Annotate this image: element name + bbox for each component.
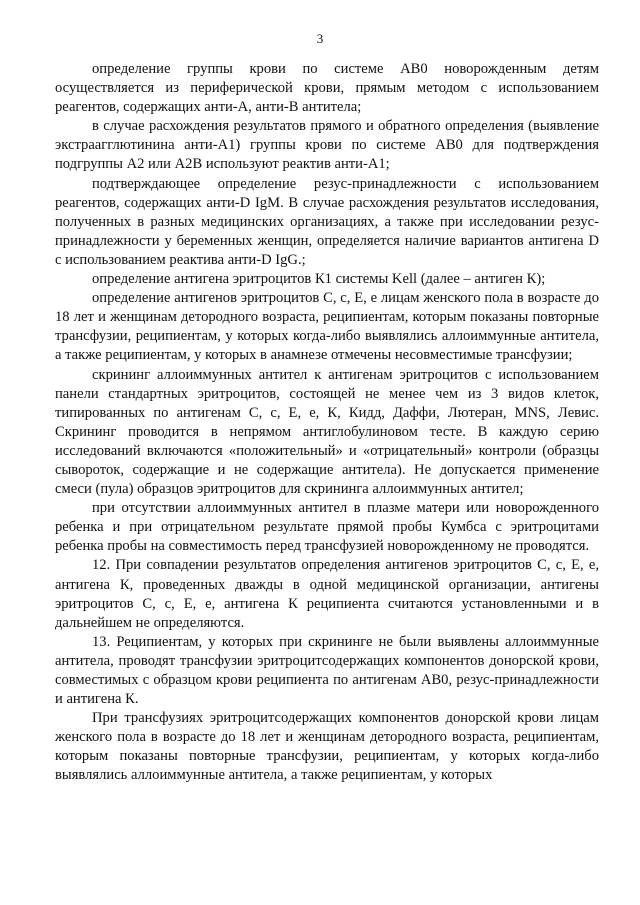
paragraph-antibody-screening: скрининг аллоиммунных антител к антигенам эритроцитов с использованием панели стандартных эритроцитов, состоящей не менее чем из 3 видов клеток, типированных по антигенам С, с, Е, е, К, Кидд, Даффи, Лютеран, MNS, Левис. Скрининг проводится в непрямом антиглобулиновом тесте. В каждую серию исследований включаются «положительный» и «отрицательный» контроли (образцы сывороток, содержащие и не содержащие антитела). Не допускается применение смеси (пула) образцов эритроцитов для скрининга аллоиммунных антител; <box>55 366 599 498</box>
document-body <box>55 60 599 786</box>
page-number: 3 <box>316 31 324 46</box>
paragraph-kell-antigen: определение антигена эритроцитов К1 системы Kell (далее – антиген К); <box>92 271 546 288</box>
paragraph-abo-discrepancy: в случае расхождения результатов прямого и обратного определения (выявление экстраагглютинина анти-А1) группы крови по системе АВ0 для подтверждения подгруппы А2 или А2В используют реактив анти-А1; <box>55 118 599 173</box>
paragraph-item-12: 12. При совпадении результатов определения антигенов эритроцитов С, с, Е, е, антигена К, проведенных дважды в одной медицинской организации, антигены эритроцитов С, с, Е, е, антигена К реципиента считаются установленными и в дальнейшем не определяются. <box>55 557 599 631</box>
paragraph-item-13: 13. Реципиентам, у которых при скрининге не были выявлены аллоиммунные антитела, проводят трансфузии эритроцитсодержащих компонентов донорской крови, совместимых с образцом крови реципиента по антигенам АВ0, резус-принадлежности и антигена К. <box>55 633 599 708</box>
paragraph-cce-antigens: определение антигенов эритроцитов С, с, Е, е лицам женского пола в возрасте до 18 лет и женщинам детородного возраста, реципиентам, которым показаны повторные трансфузии, реципиентам, у которых когда-либо выявлялись аллоиммунные антитела, а также реципиентам, у которых в анамнезе отмечены несовместимые трансфузии; <box>55 290 599 364</box>
paragraph-rh-confirmation: подтверждающее определение резус-принадлежности с использованием реагентов, содержащих анти-D IgM. В случае расхождения результатов исследования, полученных в разных медицинских организациях, а также при исследовании резус-принадлежности у беременных женщин, определяется наличие вариантов антигена D с использованием реактива анти-D IgG.; <box>55 175 599 268</box>
paragraph-abo-newborn: определение группы крови по системе АВ0 новорожденным детям осуществляется из периферической крови, прямым методом с использованием реагентов, содержащих анти-А, анти-В антитела; <box>55 61 599 116</box>
paragraph-no-antibodies: при отсутствии аллоиммунных антител в плазме матери или новорожденного ребенка и при отрицательном результате прямой пробы Кумбса с эритроцитами ребенка пробы на совместимость перед трансфузией новорожденному не проводятся. <box>55 500 599 555</box>
paragraph-transfusion-females: При трансфузиях эритроцитсодержащих компонентов донорской крови лицам женского пола в возрасте до 18 лет и женщинам детородного возраста, реципиентам, которым показаны повторные трансфузии, реципиентам, у которых когда-либо выявлялись аллоиммунные антитела, а также реципиентам, у которых <box>55 710 599 784</box>
